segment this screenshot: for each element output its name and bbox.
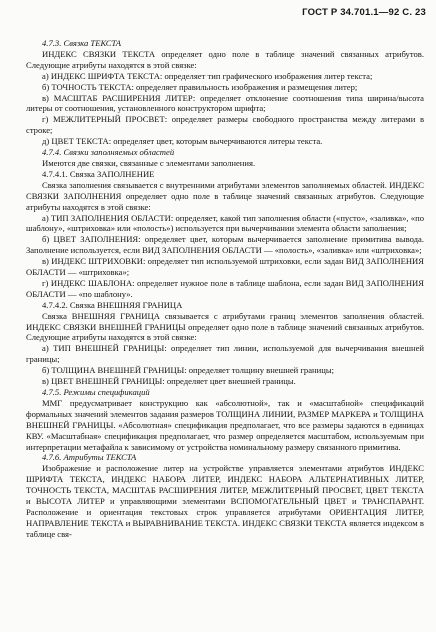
section-heading: 4.7.5. Режимы спецификаций	[42, 387, 150, 397]
paragraph: в) ИНДЕКС ШТРИХОВКИ: определяет тип используемой штриховки, если задан ВИД ЗАПОЛНЕНИЯ ОБЛАСТИ — «штриховка»;	[26, 256, 424, 278]
section-heading: 4.7.4. Связки заполняемых областей	[42, 147, 175, 158]
paragraph: г) ИНДЕКС ШАБЛОНА: определяет нужное поле в таблице шаблона, если задан ВИД ЗАПОЛНЕНИЯ ОБЛАСТИ — «по шаблону».	[26, 277, 424, 299]
page-header: ГОСТ Р 34.701.1—92 С. 23	[302, 7, 426, 18]
paragraph: д) ЦВЕТ ТЕКСТА: определяет цвет, которым вычерчиваются литеры текста.	[42, 136, 323, 147]
paragraph: ИНДЕКС СВЯЗКИ ТЕКСТА определяет одно поле в таблице значений связанных атрибутов. Следующие атрибуты находятся в этой связке:	[26, 48, 424, 70]
paragraph: ММГ предусматривает конструкцию как «абсолютной», так и «масштабной» спецификаций формальных значений элементов задания размеров ТОЛЩИНА ЛИНИИ, РАЗМЕР МАРКЕРА и ТОЛЩИНА ВНЕШНЕЙ ГРАНИЦЫ. «Абсолютная» спецификация предполагает, что все размеры задаются в единицах КВУ. «Масштабная» спецификация предполагает, что размер определяется масштабом, используемым при интерпретации метафайла к зависимому от устройства номинальному размеру связанного примитива.	[26, 397, 424, 452]
paragraph: б) ЦВЕТ ЗАПОЛНЕНИЯ: определяет цвет, которым вычерчивается заполнение примитива вывода. Заполнение используется, если ВИД ЗАПОЛНЕНИЯ ОБЛАСТИ — «полость», «заливка» или «штриховка»;	[26, 234, 424, 256]
paragraph: б) ТОЛЩИНА ВНЕШНЕЙ ГРАНИЦЫ: определяет толщину внешней границы;	[42, 365, 334, 376]
paragraph: а) ТИП ЗАПОЛНЕНИЯ ОБЛАСТИ: определяет, какой тип заполнения области («пусто», «заливка», «по шаблону», «штриховка» или «полость») используется при вычерчивании элемента области заполнения;	[26, 212, 424, 234]
paragraph: 4.7.4.2. Связка ВНЕШНЯЯ ГРАНИЦА	[42, 299, 183, 310]
paragraph: 4.7.4.1. Связка ЗАПОЛНЕНИЕ	[42, 168, 155, 179]
section-heading: 4.7.6. Атрибуты ТЕКСТА	[42, 452, 137, 463]
paragraph: а) ИНДЕКС ШРИФТА ТЕКСТА: определяет тип графического изображения литер текста;	[42, 70, 373, 81]
paragraph: Связка ВНЕШНЯЯ ГРАНИЦА связывается с атрибутами границ элементов заполнения областей. ИНДЕКС СВЯЗКИ ВНЕШНЕЙ ГРАНИЦЫ определяет одно поле в таблице значений связанных атрибутов. Следующие атрибуты находятся в этой связке:	[26, 310, 424, 343]
paragraph: г) МЕЖЛИТЕРНЫЙ ПРОСВЕТ: определяет размеры свободного пространства между литерами в строке;	[26, 114, 424, 136]
document-body	[26, 38, 424, 540]
paragraph: Имеются две связки, связанные с элементами заполнения.	[42, 157, 256, 168]
paragraph: б) ТОЧНОСТЬ ТЕКСТА: определяет правильность изображения и размещения литер;	[42, 81, 358, 92]
paragraph: в) ЦВЕТ ВНЕШНЕЙ ГРАНИЦЫ: определяет цвет внешней границы.	[42, 376, 296, 387]
paragraph: в) МАСШТАБ РАСШИРЕНИЯ ЛИТЕР: определяет отклонение соотношения типа ширина/высота литеры от соотношения, установленного конструктором шрифта;	[26, 92, 424, 114]
paragraph: Изображение и расположение литер на устройстве управляется элементами атрибутов ИНДЕКС ШРИФТА ТЕКСТА, ИНДЕКС НАБОРА ЛИТЕР, ИНДЕКС НАБОРА АЛЬТЕРНАТИВНЫХ ЛИТЕР, ТОЧНОСТЬ ТЕКСТА, МАСШТАБ РАСШИРЕНИЯ ЛИТЕР, МЕЖЛИТЕРНЫЙ ПРОСВЕТ, ЦВЕТ ТЕКСТА и ВЫСОТА ЛИТЕР и управляющими элементами ВСПОМОГАТЕЛЬНЫЙ ЦВЕТ и ТРАНСПАРАНТ. Расположение и ориентация текстовых строк управляется атрибутами ОРИЕНТАЦИЯ ЛИТЕР, НАПРАВЛЕНИЕ ТЕКСТА и ВЫРАВНИВАНИЕ ТЕКСТА. ИНДЕКС СВЯЗКИ ТЕКСТА является индексом в таблице свя-	[26, 463, 424, 539]
paragraph: Связка заполнения связывается с внутренними атрибутами элементов заполняемых областей. ИНДЕКС СВЯЗКИ ЗАПОЛНЕНИЯ определяет одно поле в таблице значений связанных атрибутов. Следующие атрибуты находятся в этой связке:	[26, 179, 424, 212]
section-heading: 4.7.3. Связка ТЕКСТА	[42, 38, 121, 48]
paragraph: а) ТИП ВНЕШНЕЙ ГРАНИЦЫ: определяет тип линии, используемой для вычерчивания внешней границы;	[26, 343, 424, 365]
